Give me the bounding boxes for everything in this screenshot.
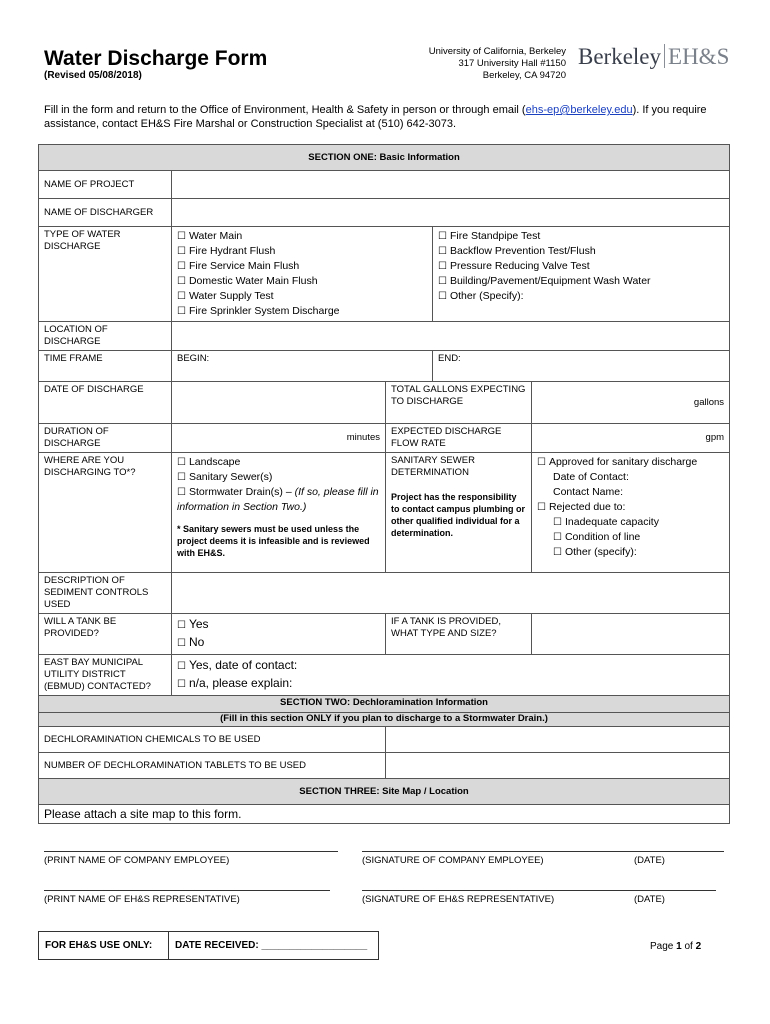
option-label: Sanitary Sewer(s)	[188, 471, 273, 483]
discharge-type-options-right	[433, 227, 730, 322]
checkbox-icon: ☐	[553, 532, 562, 543]
sediment-controls-label: DESCRIPTION OF SEDIMENT CONTROLS USED	[39, 573, 172, 614]
berkeley-ehs-logo	[578, 44, 729, 70]
option-label: Yes	[188, 617, 209, 631]
tank-type-label: IF A TANK IS PROVIDED, WHAT TYPE AND SIZE?	[386, 614, 532, 655]
signature-line[interactable]	[44, 890, 330, 891]
checkbox-rejected[interactable]	[537, 500, 724, 515]
begin-field[interactable]	[172, 351, 433, 382]
total-gallons-label: TOTAL GALLONS EXPECTING TO DISCHARGE	[386, 382, 532, 424]
date-received-field[interactable]: DATE RECEIVED: ___________________	[169, 932, 379, 960]
checkbox-backflow-prevention[interactable]	[438, 244, 724, 259]
sewer-determination-note: Project has the responsibility to contact campus plumbing or other qualified individual for a determination.	[391, 492, 526, 538]
sediment-controls-field[interactable]	[172, 573, 730, 614]
duration-field[interactable]	[172, 424, 386, 453]
form-title: Water Discharge Form	[44, 47, 268, 70]
checkbox-landscape[interactable]	[177, 455, 380, 470]
address-line: University of California, Berkeley	[428, 46, 566, 57]
checkbox-stormwater-drain[interactable]	[177, 485, 380, 515]
logo-ehs: EH&S	[668, 44, 730, 69]
checkbox-water-supply-test[interactable]	[177, 289, 427, 304]
checkbox-pressure-reducing-valve[interactable]	[438, 259, 724, 274]
site-map-instruction: Please attach a site map to this form.	[39, 805, 730, 824]
time-frame-label: TIME FRAME	[39, 351, 172, 382]
discharge-type-options-left	[172, 227, 433, 322]
flow-rate-label: EXPECTED DISCHARGE FLOW RATE	[386, 424, 532, 453]
option-label: Fire Sprinkler System Discharge	[188, 305, 340, 317]
checkbox-other-rejection[interactable]	[537, 545, 724, 560]
checkbox-icon: ☐	[438, 276, 447, 287]
signature-line[interactable]	[362, 890, 716, 891]
instructions-text-end: ). If you require assistance, contact EH&S Fire Marshal or Construction Specialist at (510) 642-3073.	[44, 104, 707, 130]
checkbox-icon: ☐	[537, 457, 546, 468]
revision-date: (Revised 05/08/2018)	[44, 70, 142, 81]
option-label: Other (specify):	[564, 546, 637, 558]
signature-company-employee-caption: (SIGNATURE OF COMPANY EMPLOYEE)	[362, 855, 544, 866]
checkbox-icon: ☐	[553, 517, 562, 528]
option-label: Water Supply Test	[188, 290, 274, 302]
sanitary-sewer-note: * Sanitary sewers must be used unless the project deems it is infeasible and is reviewed with EH&S.	[177, 524, 370, 558]
page-number	[650, 941, 701, 952]
logo-berkeley: Berkeley	[578, 44, 662, 69]
checkbox-domestic-water-main-flush[interactable]	[177, 274, 427, 289]
current-page: 1	[676, 941, 682, 952]
print-company-employee-caption: (PRINT NAME OF COMPANY EMPLOYEE)	[44, 855, 230, 866]
gpm-unit: gpm	[705, 432, 725, 443]
ebmud-contacted-label: EAST BAY MUNICIPAL UTILITY DISTRICT (EBMUD) CONTACTED?	[39, 655, 172, 696]
dechloramination-tablets-label: NUMBER OF DECHLORAMINATION TABLETS TO BE USED	[39, 753, 386, 779]
checkbox-icon: ☐	[553, 547, 562, 558]
end-field[interactable]	[433, 351, 730, 382]
instructions-text: Fill in the form and return to the Office of Environment, Health & Safety in person or through email (	[44, 104, 526, 116]
option-label: Water Main	[188, 230, 243, 242]
option-label: Fire Standpipe Test	[449, 230, 541, 242]
checkbox-icon: ☐	[177, 487, 186, 498]
checkbox-ebmud-na[interactable]	[177, 675, 724, 693]
date-of-contact-label: Date of Contact:	[553, 471, 629, 483]
type-of-water-discharge-label: TYPE OF WATER DISCHARGE	[39, 227, 172, 322]
name-of-project-field[interactable]	[172, 171, 730, 199]
address-line: Berkeley, CA 94720	[482, 70, 566, 81]
checkbox-approved[interactable]	[537, 455, 724, 470]
tank-provided-label: WILL A TANK BE PROVIDED?	[39, 614, 172, 655]
begin-label: BEGIN:	[177, 353, 210, 364]
date-of-discharge-field[interactable]	[172, 382, 386, 424]
checkbox-icon: ☐	[177, 231, 186, 242]
tank-options	[172, 614, 386, 655]
checkbox-icon: ☐	[438, 246, 447, 257]
dechloramination-chemicals-field[interactable]	[386, 727, 730, 753]
checkbox-icon: ☐	[177, 679, 186, 690]
sewer-determination-options	[532, 453, 730, 573]
checkbox-icon: ☐	[438, 261, 447, 272]
checkbox-fire-standpipe-test[interactable]	[438, 229, 724, 244]
option-label: No	[188, 635, 205, 649]
ebmud-options	[172, 655, 730, 696]
signature-ehs-rep-caption: (SIGNATURE OF EH&S REPRESENTATIVE)	[362, 894, 555, 905]
ehs-use-only-label: FOR EH&S USE ONLY:	[39, 932, 169, 960]
checkbox-icon: ☐	[177, 246, 186, 257]
option-label: Condition of line	[564, 531, 641, 543]
dechloramination-chemicals-label: DECHLORAMINATION CHEMICALS TO BE USED	[39, 727, 386, 753]
checkbox-icon: ☐	[177, 457, 186, 468]
checkbox-ebmud-yes[interactable]	[177, 657, 724, 675]
section-one-header: SECTION ONE: Basic Information	[39, 145, 730, 171]
address-line: 317 University Hall #1150	[458, 58, 566, 69]
checkbox-water-main[interactable]	[177, 229, 427, 244]
checkbox-icon: ☐	[177, 472, 186, 483]
checkbox-icon: ☐	[438, 291, 447, 302]
university-address	[360, 46, 566, 82]
checkbox-icon: ☐	[177, 620, 186, 631]
signature-line[interactable]	[44, 851, 338, 852]
flow-rate-field[interactable]	[532, 424, 730, 453]
option-note: (If so, please fill in information in Section Two.)	[177, 486, 379, 513]
option-label: Landscape	[188, 456, 241, 468]
print-ehs-rep-caption: (PRINT NAME OF EH&S REPRESENTATIVE)	[44, 894, 240, 905]
checkbox-icon: ☐	[537, 502, 546, 513]
name-of-discharger-field[interactable]	[172, 199, 730, 227]
checkbox-inadequate-capacity[interactable]	[537, 515, 724, 530]
option-label: n/a, please explain:	[188, 676, 293, 690]
total-pages: 2	[695, 941, 702, 952]
option-label: Stormwater Drain(s) –	[188, 486, 295, 498]
location-of-discharge-label: LOCATION OF DISCHARGE	[39, 322, 172, 351]
location-of-discharge-field[interactable]	[172, 322, 730, 351]
where-discharging-options	[172, 453, 386, 573]
contact-name-label: Contact Name:	[553, 486, 624, 498]
email-link[interactable]: ehs-ep@berkeley.edu	[525, 104, 633, 116]
dechloramination-tablets-field[interactable]	[386, 753, 730, 779]
page-of: of	[681, 941, 696, 952]
option-label: Building/Pavement/Equipment Wash Water	[449, 275, 651, 287]
duration-of-discharge-label: DURATION OF DISCHARGE	[39, 424, 172, 453]
checkbox-fire-hydrant-flush[interactable]	[177, 244, 427, 259]
instructions	[44, 103, 734, 131]
checkbox-other-specify[interactable]	[438, 289, 724, 304]
sewer-determination-label: SANITARY SEWER DETERMINATION	[391, 455, 475, 478]
option-label: Backflow Prevention Test/Flush	[449, 245, 596, 257]
option-label: Approved for sanitary discharge	[548, 456, 698, 468]
checkbox-condition-of-line[interactable]	[537, 530, 724, 545]
gallons-unit: gallons	[693, 396, 725, 408]
checkbox-tank-no[interactable]	[177, 634, 380, 652]
option-label: Pressure Reducing Valve Test	[449, 260, 590, 272]
minutes-unit: minutes	[346, 432, 380, 443]
checkbox-icon: ☐	[177, 291, 186, 302]
checkbox-tank-yes[interactable]	[177, 616, 380, 634]
date-caption: (DATE)	[634, 855, 665, 866]
section-two-subtitle: (Fill in this section ONLY if you plan to discharge to a Stormwater Drain.)	[39, 713, 730, 727]
checkbox-fire-sprinkler-discharge[interactable]	[177, 304, 427, 319]
option-label: Other (Specify):	[449, 290, 524, 302]
date-caption: (DATE)	[634, 894, 665, 905]
option-label: Yes, date of contact:	[188, 658, 298, 672]
checkbox-icon: ☐	[177, 638, 186, 649]
name-of-project-label: NAME OF PROJECT	[39, 171, 172, 199]
where-discharging-label: WHERE ARE YOU DISCHARGING TO*?	[39, 453, 172, 573]
checkbox-wash-water[interactable]	[438, 274, 724, 289]
total-gallons-field[interactable]	[532, 382, 730, 424]
section-two-header: SECTION TWO: Dechloramination Information	[39, 696, 730, 713]
option-label: Inadequate capacity	[564, 516, 659, 528]
date-of-discharge-label: DATE OF DISCHARGE	[39, 382, 172, 424]
end-label: END:	[438, 353, 461, 364]
page-prefix: Page	[650, 941, 677, 952]
tank-type-field[interactable]	[532, 614, 730, 655]
option-label: Rejected due to:	[548, 501, 626, 513]
ehs-use-only-box	[38, 931, 379, 960]
checkbox-icon: ☐	[177, 276, 186, 287]
checkbox-icon: ☐	[177, 661, 186, 672]
option-label: Fire Service Main Flush	[188, 260, 300, 272]
option-label: Domestic Water Main Flush	[188, 275, 318, 287]
checkbox-fire-service-main-flush[interactable]	[177, 259, 427, 274]
checkbox-icon: ☐	[438, 231, 447, 242]
checkbox-icon: ☐	[177, 306, 186, 317]
name-of-discharger-label: NAME OF DISCHARGER	[39, 199, 172, 227]
section-three-header: SECTION THREE: Site Map / Location	[39, 779, 730, 805]
signature-line[interactable]	[362, 851, 724, 852]
checkbox-icon: ☐	[177, 261, 186, 272]
checkbox-sanitary-sewer[interactable]	[177, 470, 380, 485]
discharge-form-table	[38, 144, 730, 824]
option-label: Fire Hydrant Flush	[188, 245, 276, 257]
sanitary-sewer-determination	[386, 453, 532, 573]
